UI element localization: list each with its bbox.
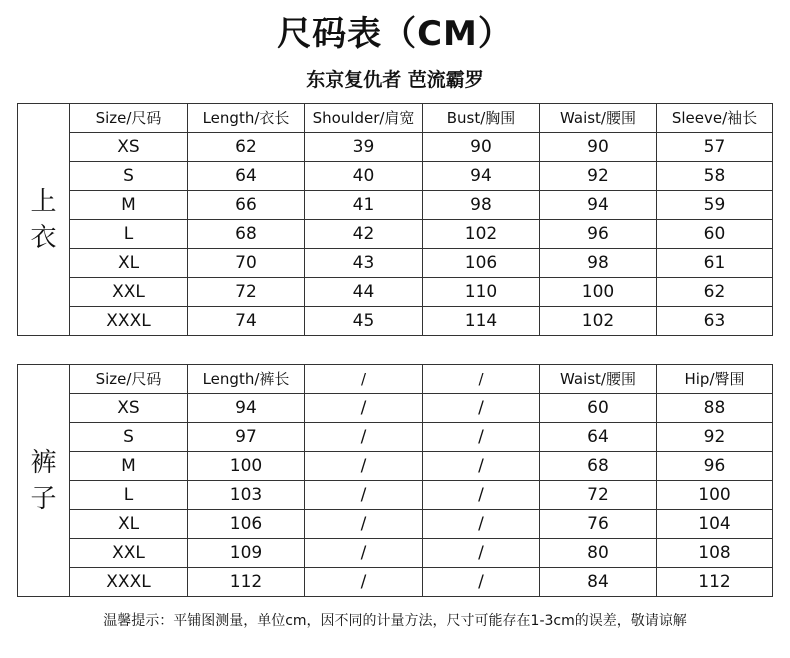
measurement-cell: 112 — [188, 568, 305, 597]
measurement-cell: 72 — [540, 481, 657, 510]
measurement-cell: 62 — [188, 133, 305, 162]
table-body — [18, 104, 773, 336]
measurement-cell: 94 — [423, 162, 540, 191]
table-row — [18, 249, 773, 278]
measurement-cell: / — [305, 510, 423, 539]
column-header: / — [423, 365, 540, 394]
header-row — [18, 104, 773, 133]
measurement-cell: 112 — [657, 568, 773, 597]
measurement-cell: 57 — [657, 133, 773, 162]
measurement-cell: / — [423, 539, 540, 568]
column-header: Size/尺码 — [70, 104, 188, 133]
measurement-cell: 109 — [188, 539, 305, 568]
measurement-cell: 68 — [188, 220, 305, 249]
size-cell: XS — [70, 133, 188, 162]
measurement-cell: 104 — [657, 510, 773, 539]
table-row — [18, 452, 773, 481]
measurement-cell: / — [305, 452, 423, 481]
measurement-cell: / — [423, 423, 540, 452]
measurement-cell: / — [305, 394, 423, 423]
measurement-cell: 102 — [540, 307, 657, 336]
table-row — [18, 220, 773, 249]
column-header: Shoulder/肩宽 — [305, 104, 423, 133]
measurement-cell: 92 — [540, 162, 657, 191]
measurement-cell: / — [305, 423, 423, 452]
table-row — [18, 307, 773, 336]
measurement-cell: 60 — [540, 394, 657, 423]
measurement-cell: 90 — [423, 133, 540, 162]
column-header: Waist/腰围 — [540, 365, 657, 394]
measurement-cell: 106 — [423, 249, 540, 278]
measurement-cell: 74 — [188, 307, 305, 336]
bottom-category-label — [18, 365, 70, 597]
measurement-cell: 60 — [657, 220, 773, 249]
measurement-cell: 45 — [305, 307, 423, 336]
measurement-note: 温馨提示：平铺图测量，单位cm，因不同的计量方法，尺寸可能存在1-3cm的误差，敬请谅解 — [103, 613, 687, 629]
measurement-cell: / — [305, 568, 423, 597]
measurement-cell: 58 — [657, 162, 773, 191]
table-row — [18, 510, 773, 539]
measurement-cell: / — [423, 568, 540, 597]
measurement-cell: 41 — [305, 191, 423, 220]
top-category-label — [18, 104, 70, 336]
table-row — [18, 133, 773, 162]
measurement-cell: 106 — [188, 510, 305, 539]
table-row — [18, 278, 773, 307]
column-header: Size/尺码 — [70, 365, 188, 394]
category-char: 子 — [30, 483, 57, 514]
measurement-cell: 59 — [657, 191, 773, 220]
measurement-cell: 96 — [657, 452, 773, 481]
size-cell: S — [70, 423, 188, 452]
measurement-cell: / — [305, 539, 423, 568]
measurement-cell: 94 — [188, 394, 305, 423]
measurement-cell: / — [305, 481, 423, 510]
measurement-cell: 61 — [657, 249, 773, 278]
column-header: Length/裤长 — [188, 365, 305, 394]
measurement-cell: 70 — [188, 249, 305, 278]
column-header: Sleeve/袖长 — [657, 104, 773, 133]
table-row — [18, 568, 773, 597]
header-row — [18, 365, 773, 394]
size-cell: L — [70, 481, 188, 510]
size-cell: XXL — [70, 278, 188, 307]
column-header: Waist/腰围 — [540, 104, 657, 133]
table-row — [18, 539, 773, 568]
measurement-cell: 80 — [540, 539, 657, 568]
measurement-cell: 110 — [423, 278, 540, 307]
size-cell: M — [70, 452, 188, 481]
table-row — [18, 423, 773, 452]
table-row — [18, 481, 773, 510]
size-cell: XL — [70, 510, 188, 539]
size-cell: M — [70, 191, 188, 220]
size-cell: XS — [70, 394, 188, 423]
measurement-cell: 44 — [305, 278, 423, 307]
measurement-cell: 88 — [657, 394, 773, 423]
measurement-cell: 40 — [305, 162, 423, 191]
measurement-cell: 64 — [188, 162, 305, 191]
measurement-cell: 64 — [540, 423, 657, 452]
measurement-cell: 92 — [657, 423, 773, 452]
column-header: Length/衣长 — [188, 104, 305, 133]
size-cell: XXXL — [70, 307, 188, 336]
measurement-cell: 100 — [657, 481, 773, 510]
table-row — [18, 162, 773, 191]
measurement-cell: / — [423, 481, 540, 510]
measurement-cell: 108 — [657, 539, 773, 568]
page-subtitle: 东京复仇者 芭流霸罗 — [306, 69, 484, 91]
size-cell: XL — [70, 249, 188, 278]
measurement-cell: 100 — [540, 278, 657, 307]
measurement-cell: 90 — [540, 133, 657, 162]
table-row — [18, 394, 773, 423]
column-header: Hip/臀围 — [657, 365, 773, 394]
measurement-cell: 76 — [540, 510, 657, 539]
size-cell: XXL — [70, 539, 188, 568]
measurement-cell: 72 — [188, 278, 305, 307]
column-header: Bust/胸围 — [423, 104, 540, 133]
table-row — [18, 191, 773, 220]
size-cell: L — [70, 220, 188, 249]
measurement-cell: 42 — [305, 220, 423, 249]
category-char: 裤 — [30, 447, 57, 478]
category-char: 上 — [30, 186, 57, 217]
top-size-table — [17, 103, 773, 336]
measurement-cell: 84 — [540, 568, 657, 597]
size-cell: XXXL — [70, 568, 188, 597]
measurement-cell: 94 — [540, 191, 657, 220]
measurement-cell: / — [423, 510, 540, 539]
measurement-cell: 98 — [540, 249, 657, 278]
measurement-cell: 103 — [188, 481, 305, 510]
measurement-cell: 102 — [423, 220, 540, 249]
measurement-cell: 62 — [657, 278, 773, 307]
bottom-size-table — [17, 364, 773, 597]
measurement-cell: 97 — [188, 423, 305, 452]
measurement-cell: 100 — [188, 452, 305, 481]
measurement-cell: 98 — [423, 191, 540, 220]
table-body — [18, 365, 773, 597]
size-cell: S — [70, 162, 188, 191]
category-char: 衣 — [30, 222, 57, 253]
measurement-cell: 114 — [423, 307, 540, 336]
measurement-cell: / — [423, 452, 540, 481]
measurement-cell: 68 — [540, 452, 657, 481]
measurement-cell: 96 — [540, 220, 657, 249]
measurement-cell: 39 — [305, 133, 423, 162]
column-header: / — [305, 365, 423, 394]
measurement-cell: 43 — [305, 249, 423, 278]
measurement-cell: / — [423, 394, 540, 423]
measurement-cell: 63 — [657, 307, 773, 336]
page-title: 尺码表（CM） — [277, 14, 513, 54]
measurement-cell: 66 — [188, 191, 305, 220]
